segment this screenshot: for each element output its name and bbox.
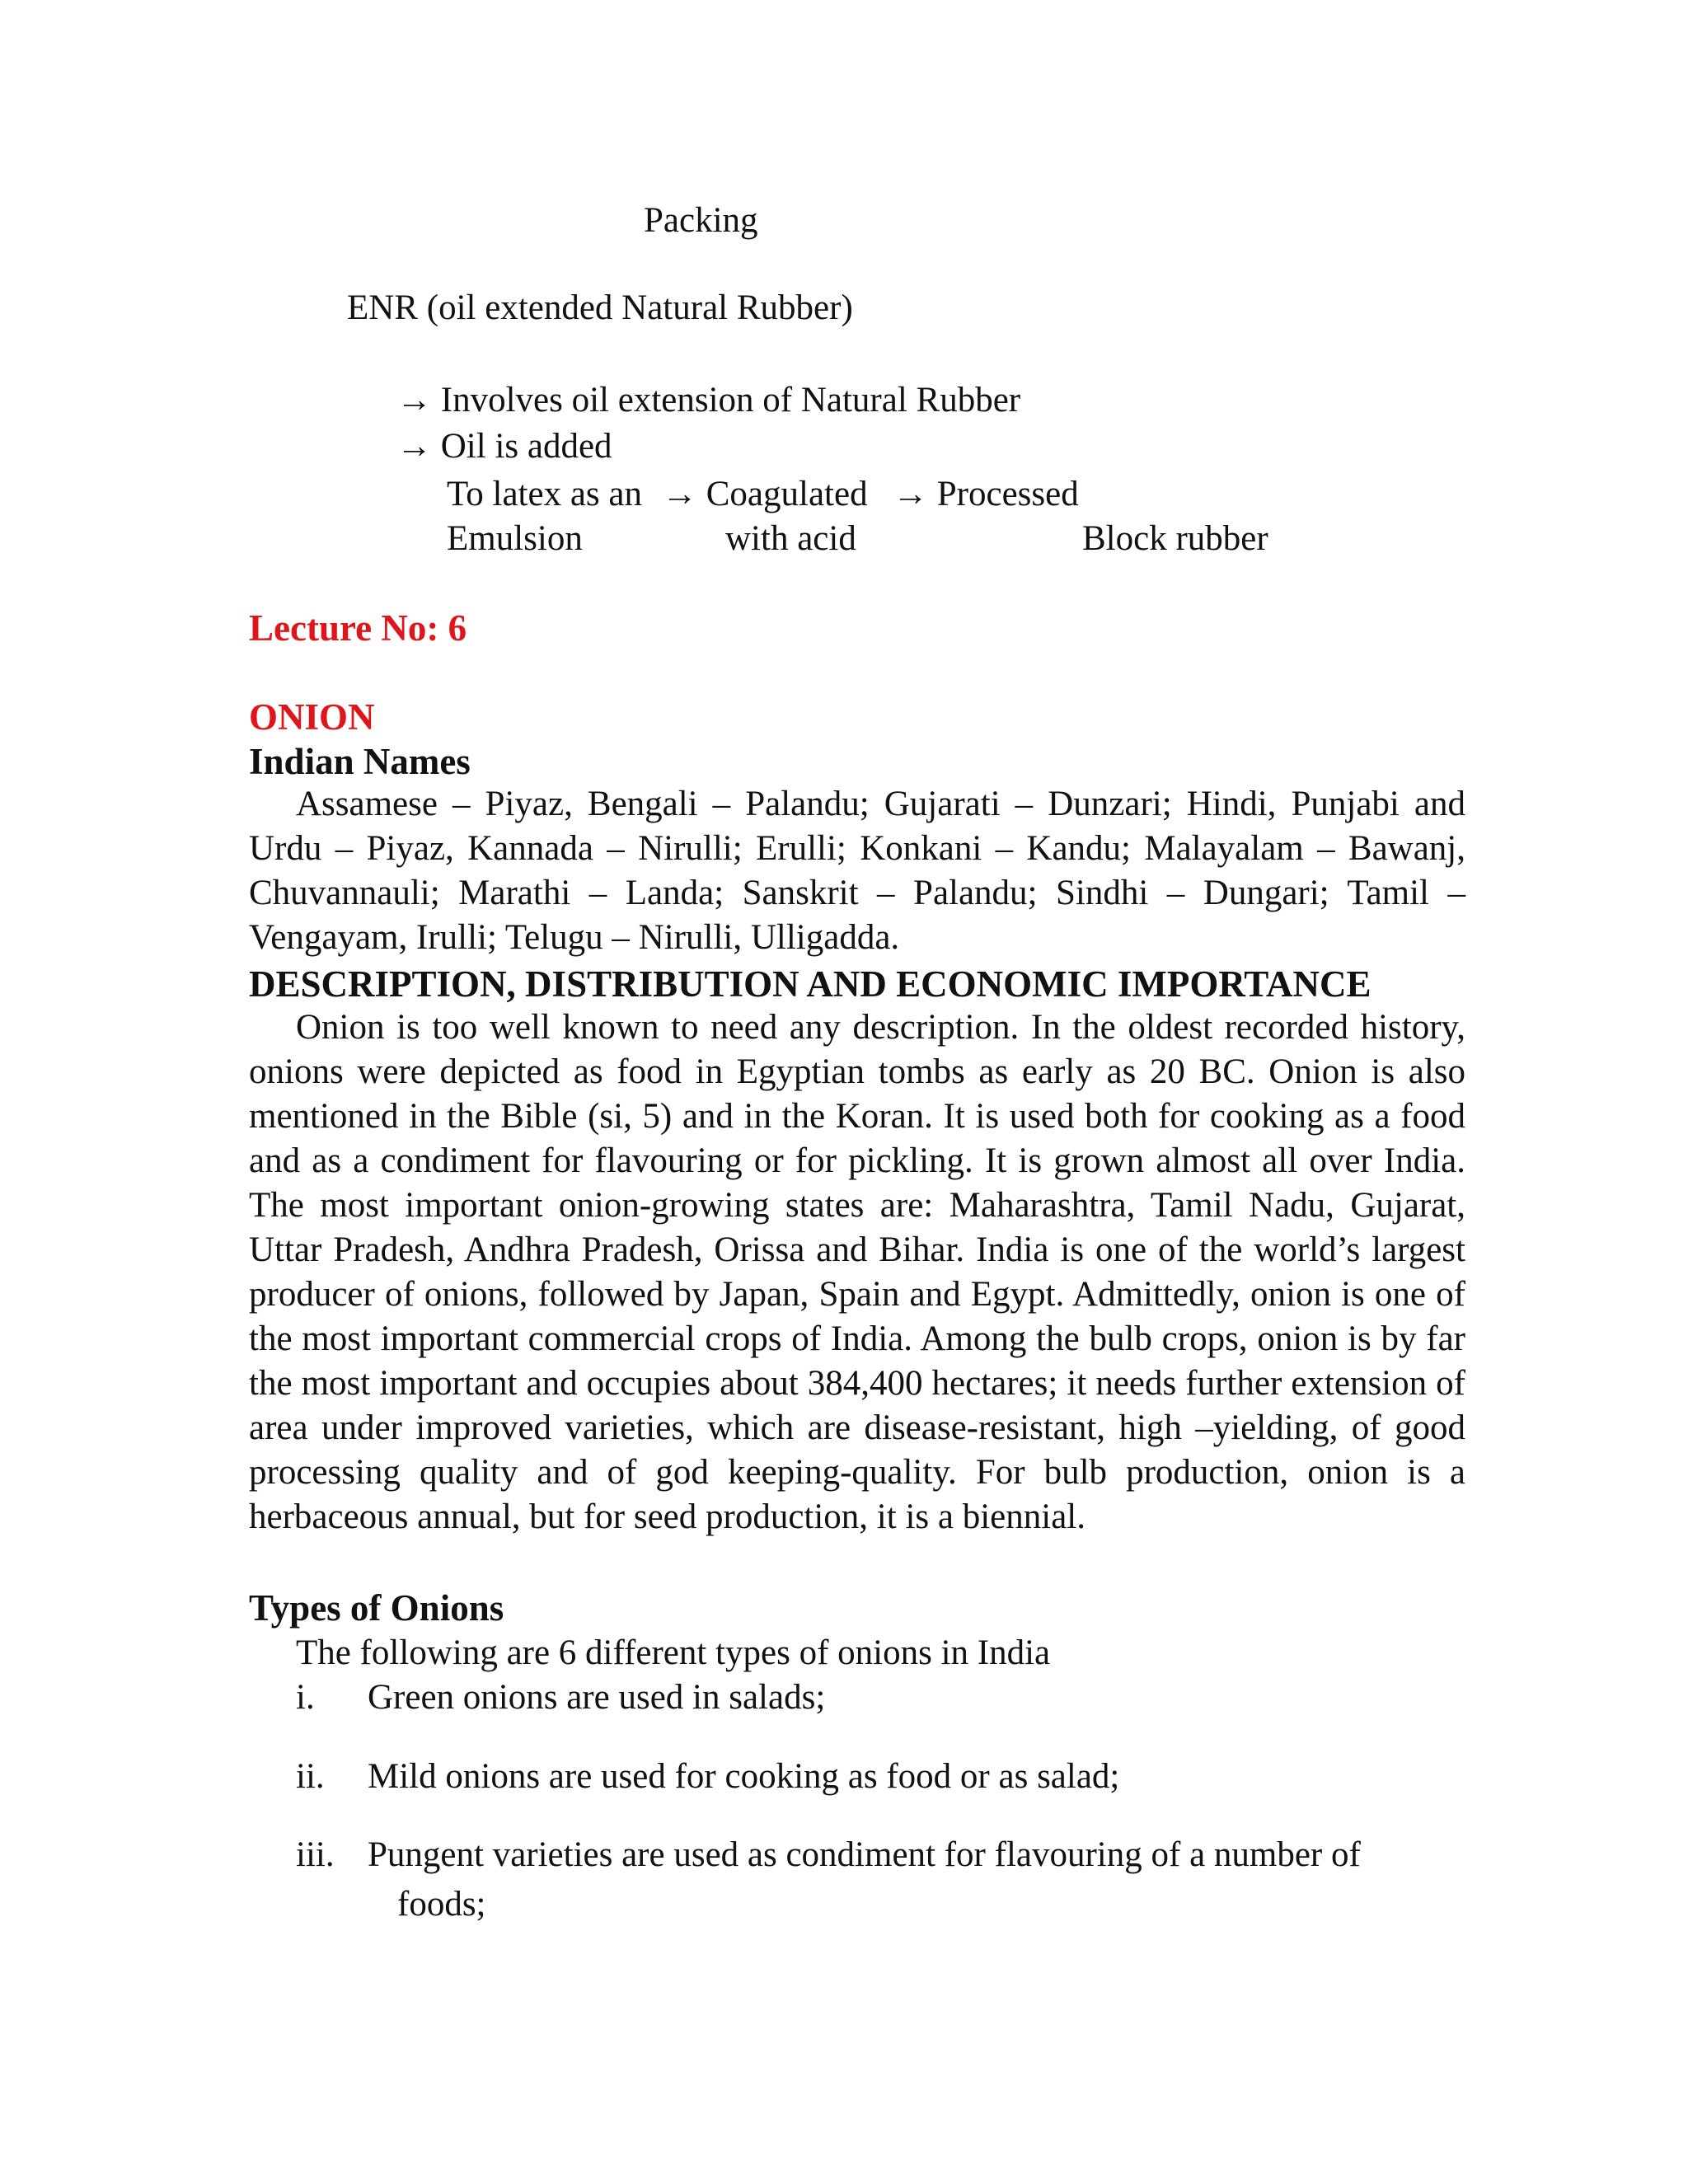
list-item-text: Mild onions are used for cooking as food or as salad; (368, 1757, 1120, 1796)
flow-latex: To latex as an (447, 475, 642, 513)
flow-processed: → Processed (893, 475, 1079, 513)
packing-label: Packing (644, 201, 758, 240)
types-heading: Types of Onions (249, 1587, 504, 1629)
crop-title: ONION (249, 696, 375, 738)
flow-with-acid: with acid (725, 519, 856, 558)
indian-names-text: Assamese – Piyaz, Bengali – Palandu; Gujarati – Dunzari; Hindi, Punjabi and Urdu – Piyaz, Kannada – Nirulli; Erulli; Konkani – Kandu; Malayalam – Bawanj, Chuvannauli; Marathi – Landa; Sanskrit – Palandu; Sindhi – Dungari; Tamil – Vengayam, Irulli; Telugu – Nirulli, Ulligadda. (249, 785, 1465, 957)
indian-names-heading: Indian Names (249, 741, 471, 782)
list-item-number: iii. (296, 1835, 335, 1874)
list-item-number: i. (296, 1678, 315, 1717)
types-intro: The following are 6 different types of onions in India (296, 1633, 1051, 1672)
lecture-number: Lecture No: 6 (249, 607, 467, 649)
description-paragraph (249, 1005, 1465, 1540)
flow-emulsion: Emulsion (447, 519, 583, 558)
list-item-text: Green onions are used in salads; (368, 1678, 826, 1717)
enr-heading: ENR (oil extended Natural Rubber) (347, 288, 853, 327)
step-oil-added: → Oil is added (396, 427, 612, 466)
indian-names-paragraph (249, 782, 1465, 960)
list-item-continuation: foods; (397, 1885, 486, 1924)
list-item-number: ii. (296, 1757, 325, 1796)
flow-coagulated: → Coagulated (662, 475, 868, 513)
step-involves-oil-extension: → Involves oil extension of Natural Rubber (396, 381, 1021, 419)
flow-block-rubber: Block rubber (1082, 519, 1268, 558)
description-text: Onion is too well known to need any description. In the oldest recorded history, onions were depicted as food in Egyptian tombs as early as 20 BC. Onion is also mentioned in the Bible (si, 5) and in the Koran. It is used both for cooking as a food and as a condiment for flavouring or for pickling. It is grown almost all over India. The most important onion-growing states are: Maharashtra, Tamil Nadu, Gujarat, Uttar Pradesh, Andhra Pradesh, Orissa and Bihar. India is one of the world’s largest producer of onions, followed by Japan, Spain and Egypt. Admittedly, onion is one of the most important commercial crops of India. Among the bulb crops, onion is by far the most important and occupies about 384,400 hectares; it needs further extension of area under improved varieties, which are disease-resistant, high –yielding, of good processing quality and of god keeping-quality. For bulb production, onion is a herbaceous annual, but for seed production, it is a biennial. (249, 1008, 1465, 1536)
list-item-text: Pungent varieties are used as condiment for flavouring of a number of (368, 1835, 1361, 1874)
description-heading: DESCRIPTION, DISTRIBUTION AND ECONOMIC IMPORTANCE (249, 963, 1372, 1005)
